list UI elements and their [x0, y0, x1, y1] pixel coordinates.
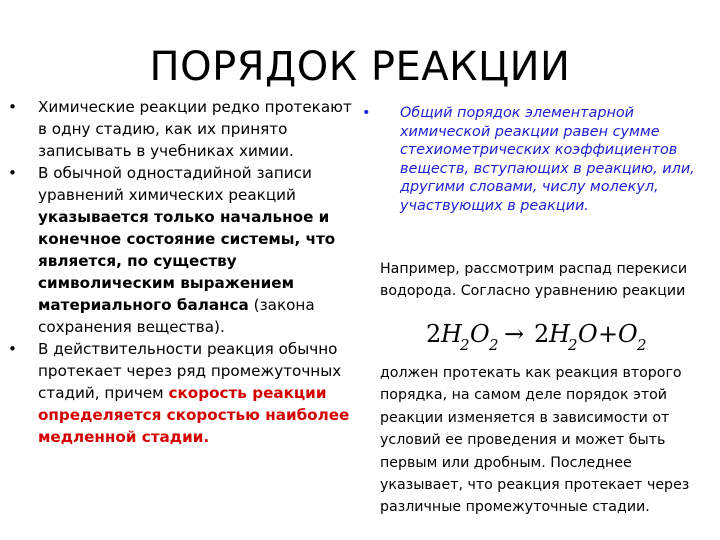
bullet-text-2-bold: указывается только начальное и конечное состояние системы, что является, по существу символическим выражением материального баланса [38, 208, 336, 314]
eq-atom-o: O [618, 320, 638, 348]
eq-subscript: 2 [568, 336, 578, 354]
bullet-item-3 [8, 338, 360, 448]
conclusion-text: должен протекать как реакция второго порядка, на самом деле порядок этой реакции изменяется в зависимости от условий ее проведения и может быть первым или дробным. Последнее указывает, что реакция протекает через различные промежуточные стадии. [380, 365, 690, 516]
eq-coefficient-1: 2 [426, 320, 442, 348]
bullet-text-2-plain: В обычной одностадийной записи уравнений химических реакций [38, 164, 312, 204]
bullet-text-3-plain: В действительности реакция обычно протекает через ряд промежуточных стадий, причем [38, 340, 342, 402]
eq-atom-o: O [578, 320, 598, 348]
eq-subscript: 2 [460, 336, 470, 354]
bullet-marker: • [8, 340, 17, 358]
bullet-text-2-tail: (закона сохранения вещества). [38, 296, 315, 336]
right-bullet [362, 104, 714, 215]
eq-atom-o: O [470, 320, 490, 348]
eq-atom-h: H [549, 320, 570, 348]
left-bullet-list [8, 96, 360, 448]
eq-plus: + [598, 320, 619, 348]
reaction-equation [426, 314, 676, 354]
bullet-marker: • [8, 164, 17, 182]
eq-atom-h: H [441, 320, 462, 348]
bullet-text-1: Химические реакции редко протекают в одну стадию, как их принято записывать в учебниках химии. [38, 98, 352, 160]
eq-subscript: 2 [489, 336, 499, 354]
slide-title: ПОРЯДОК РЕАКЦИИ [149, 44, 571, 90]
eq-coefficient-2: 2 [534, 320, 550, 348]
bullet-item-1 [8, 96, 360, 162]
bullet-marker: • [362, 105, 371, 121]
bullet-marker: • [8, 98, 17, 116]
left-column [8, 96, 360, 448]
eq-subscript: 2 [637, 336, 647, 354]
bullet-text-3-highlight: скорость реакции определяется скоростью наиболее медленной стадии. [38, 384, 350, 446]
bullet-item-2 [8, 162, 360, 338]
eq-arrow: → [504, 320, 525, 348]
example-intro: Например, рассмотрим распад перекиси водорода. Согласно уравнению реакции [380, 261, 688, 299]
right-bullet-text: Общий порядок элементарной химической реакции равен сумме стехиометрических коэффициентов веществ, вступающих в реакцию, или, другими словами, числу молекул, участвующих в реакции. [400, 105, 695, 214]
